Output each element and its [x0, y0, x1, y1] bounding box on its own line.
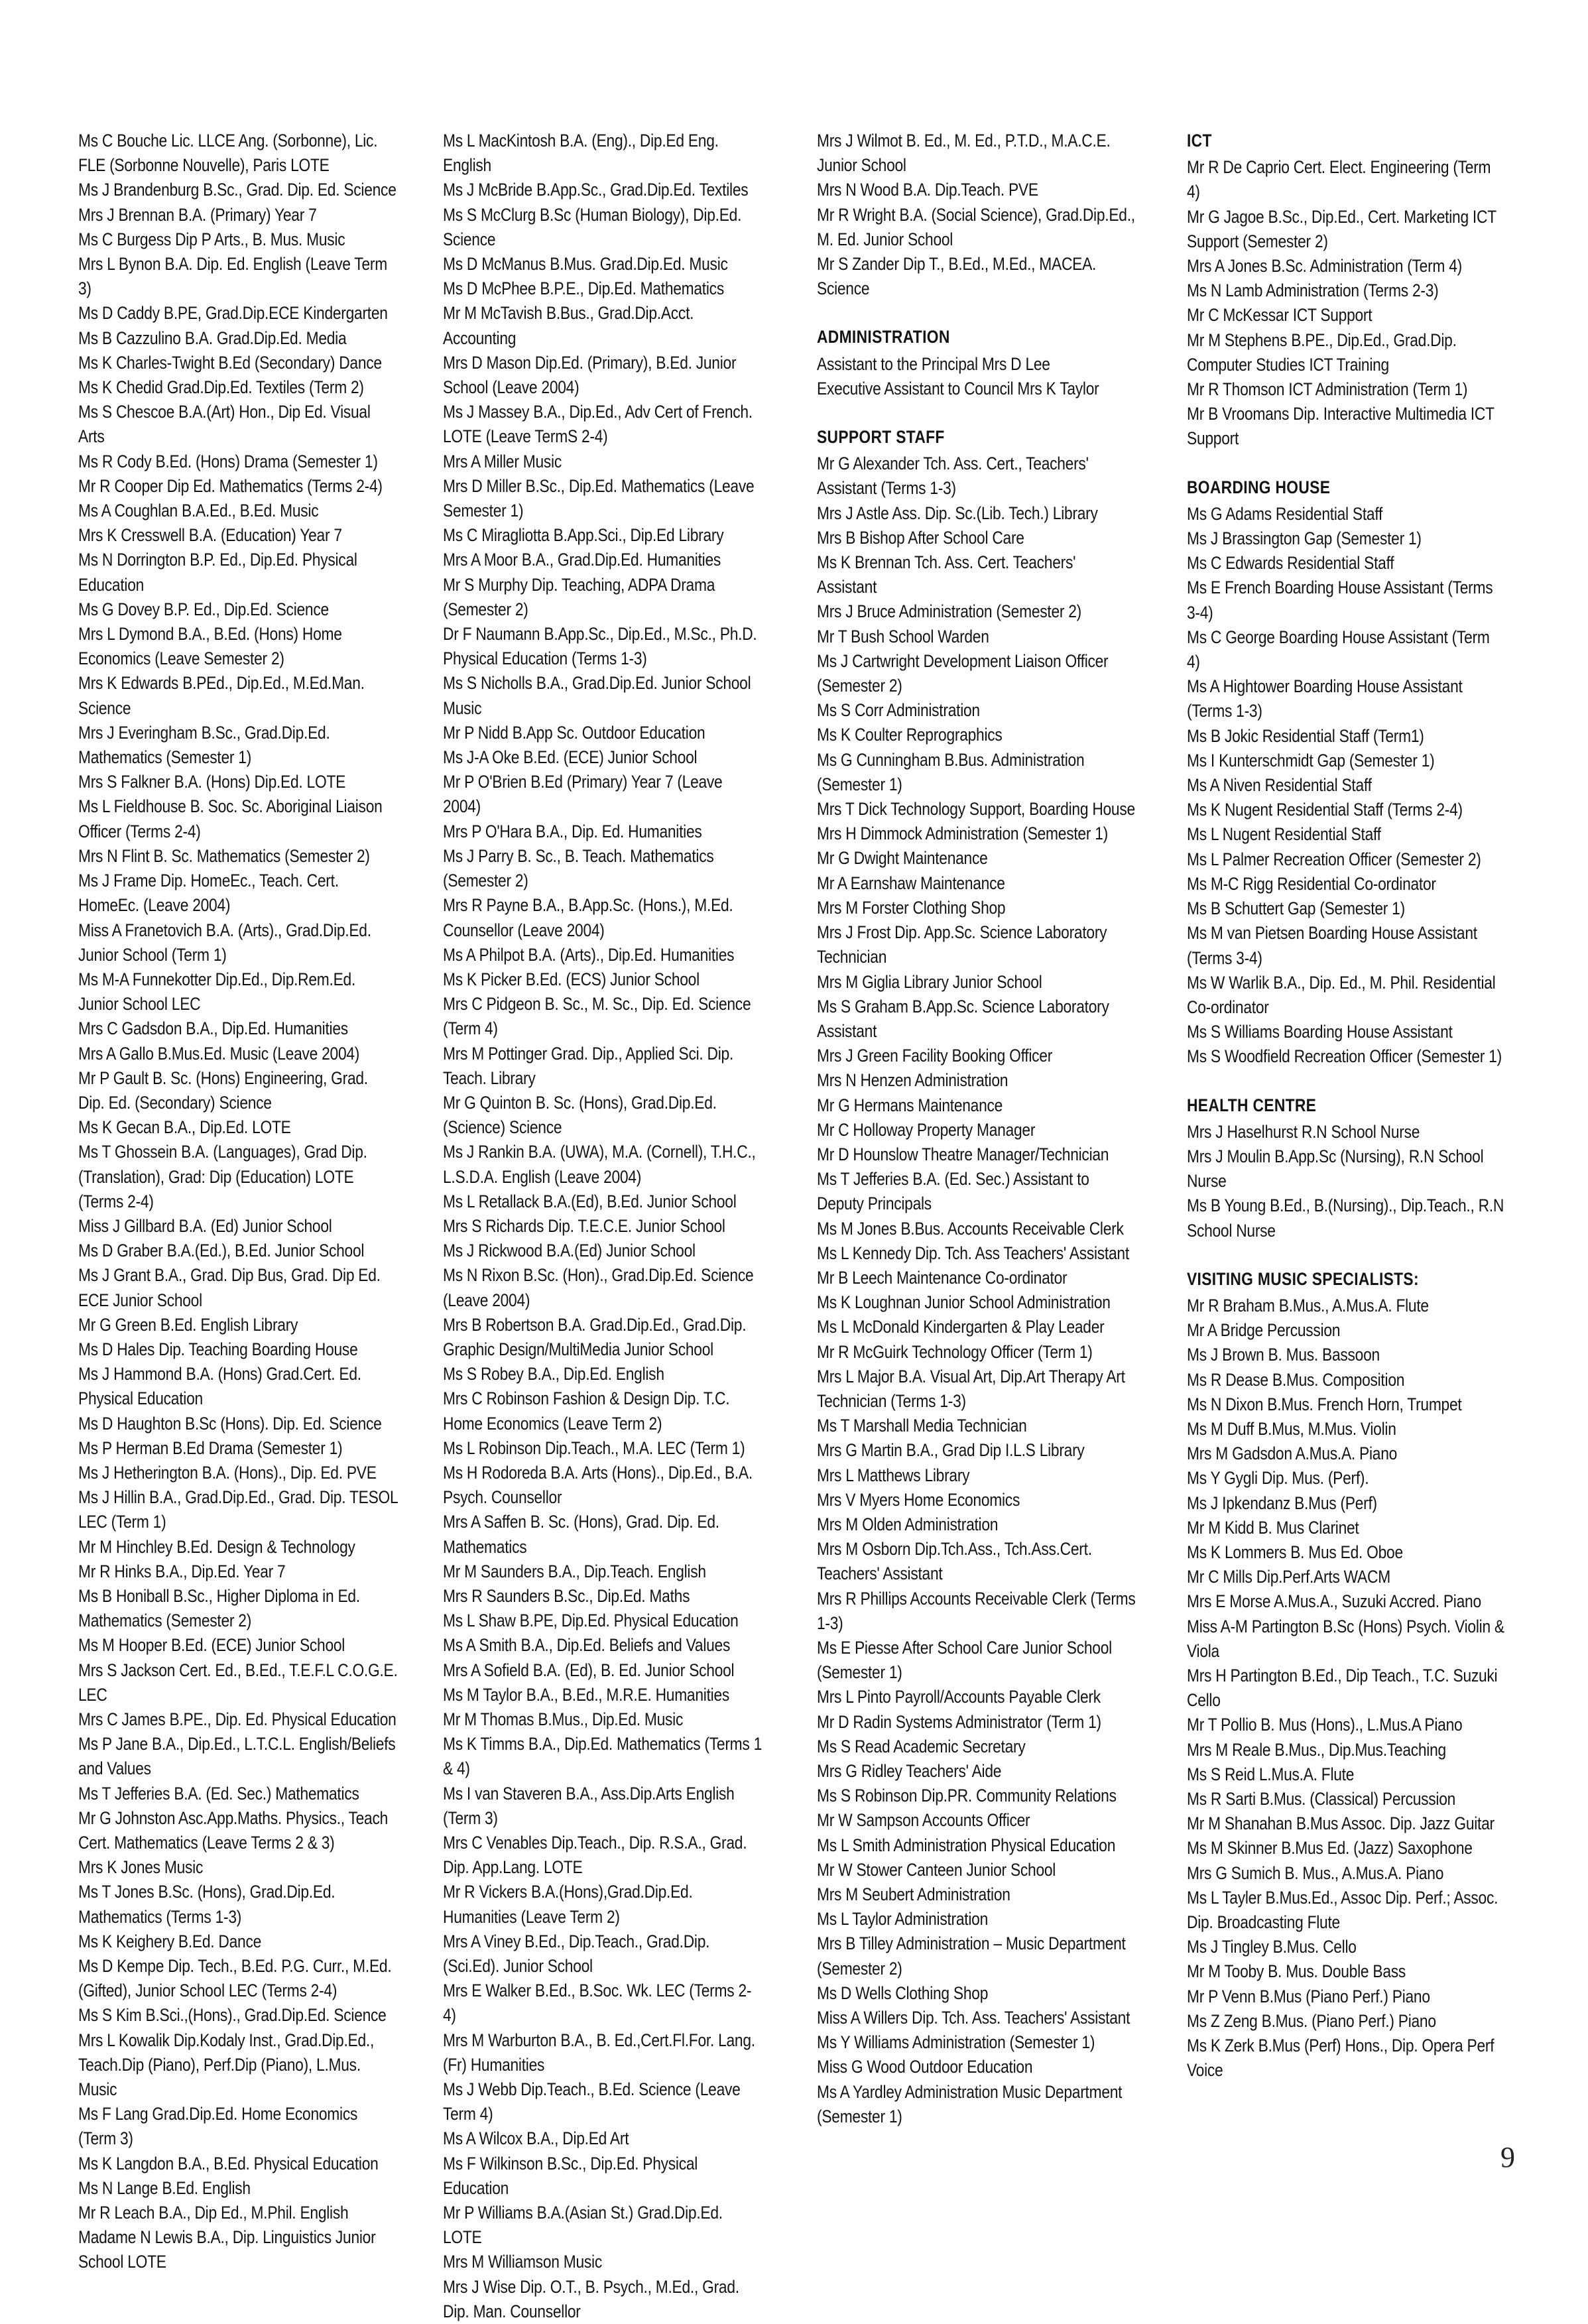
- staff-entry: Mrs S Falkner B.A. (Hons) Dip.Ed. LOTE: [78, 772, 346, 792]
- staff-entry: Ms L Smith Administration Physical Education: [817, 1835, 1116, 1855]
- staff-entry: Mr T Bush School Warden: [817, 626, 989, 646]
- column-2: [443, 129, 763, 2324]
- staff-entry: Mr D Hounslow Theatre Manager/Technician: [817, 1144, 1109, 1164]
- staff-entry: Ms I Kunterschmidt Gap (Semester 1): [1187, 750, 1435, 770]
- staff-entry: Ms J Brandenburg B.Sc., Grad. Dip. Ed. Science: [78, 180, 397, 200]
- staff-entry: Ms L Robinson Dip.Teach., M.A. LEC (Term 1): [443, 1437, 745, 1458]
- staff-entry: Mr R Vickers B.A.(Hons),Grad.Dip.Ed. Humanities (Leave Term 2): [443, 1882, 693, 1927]
- staff-entry: Ms J Hammond B.A. (Hons) Grad.Cert. Ed. Physical Education: [78, 1364, 361, 1409]
- staff-entry: Mr G Green B.Ed. English Library: [78, 1314, 298, 1335]
- staff-entry: Mrs M Reale B.Mus., Dip.Mus.Teaching: [1187, 1739, 1446, 1760]
- staff-entry: Mrs L Dymond B.A., B.Ed. (Hons) Home Economics (Leave Semester 2): [78, 624, 342, 669]
- staff-entry: Mr R Leach B.A., Dip Ed., M.Phil. English: [78, 2203, 349, 2223]
- staff-entry: Mr G Johnston Asc.App.Maths. Physics., Teach Cert. Mathematics (Leave Terms 2 & 3): [78, 1807, 389, 1853]
- staff-entry: Miss A Franetovich B.A. (Arts)., Grad.Dip.Ed. Junior School (Term 1): [78, 920, 371, 965]
- staff-entry: Ms K Timms B.A., Dip.Ed. Mathematics (Terms 1 & 4): [443, 1734, 763, 1779]
- staff-entry: Mrs S Richards Dip. T.E.C.E. Junior School: [443, 1215, 725, 1236]
- staff-entry: Mrs R Saunders B.Sc., Dip.Ed. Maths: [443, 1585, 690, 1606]
- staff-entry: Mr G Dwight Maintenance: [817, 848, 988, 869]
- staff-entry: Mrs E Morse A.Mus.A., Suzuki Accred. Piano: [1187, 1591, 1481, 1612]
- staff-entry: Mr M Kidd B. Mus Clarinet: [1187, 1517, 1359, 1538]
- staff-entry: Ms J Parry B. Sc., B. Teach. Mathematics (Semester 2): [443, 845, 714, 891]
- staff-entry: Mrs J Wilmot B. Ed., M. Ed., P.T.D., M.A.C.E. Junior School: [817, 131, 1111, 176]
- staff-entry: Ms A Coughlan B.A.Ed., B.Ed. Music: [78, 501, 319, 521]
- staff-entry: Ms D Wells Clothing Shop: [817, 1983, 989, 2003]
- staff-entry: Ms L Retallack B.A.(Ed), B.Ed. Junior School: [443, 1191, 737, 1211]
- staff-entry: Ms D McManus B.Mus. Grad.Dip.Ed. Music: [443, 254, 728, 275]
- column-1: [78, 129, 398, 2275]
- staff-entry: Ms D Kempe Dip. Tech., B.Ed. P.G. Curr., M.Ed. (Gifted), Junior School LEC (Terms 2-4): [78, 1956, 392, 2001]
- staff-entry: Ms K Loughnan Junior School Administration: [817, 1292, 1111, 1313]
- staff-entry: Ms P Jane B.A., Dip.Ed., L.T.C.L. English/Beliefs and Values: [78, 1734, 396, 1779]
- staff-entry: Miss G Wood Outdoor Education: [817, 2057, 1033, 2077]
- staff-entry: Ms L Nugent Residential Staff: [1187, 824, 1381, 845]
- staff-entry: Mr M Tooby B. Mus. Double Bass: [1187, 1961, 1406, 1982]
- staff-entry: Ms C Edwards Residential Staff: [1187, 553, 1394, 574]
- staff-entry: Ms T Jefferies B.A. (Ed. Sec.) Assistant to Deputy Principals: [817, 1169, 1089, 1214]
- staff-entry: Mrs C Venables Dip.Teach., Dip. R.S.A., Grad. Dip. App.Lang. LOTE: [443, 1833, 747, 1878]
- staff-entry: Mrs S Jackson Cert. Ed., B.Ed., T.E.F.L C.O.G.E. LEC: [78, 1660, 398, 1705]
- staff-entry: Mrs A Jones B.Sc. Administration (Term 4): [1187, 256, 1462, 276]
- staff-entry: Mr T Pollio B. Mus (Hons)., L.Mus.A Piano: [1187, 1715, 1463, 1735]
- staff-entry: Ms D Caddy B.PE, Grad.Dip.ECE Kindergarten: [78, 303, 388, 324]
- staff-entry: Mr G Hermans Maintenance: [817, 1095, 1003, 1115]
- staff-entry: Ms N Dixon B.Mus. French Horn, Trumpet: [1187, 1394, 1462, 1414]
- staff-entry: Mrs B Tilley Administration – Music Department (Semester 2): [817, 1933, 1126, 1979]
- staff-entry: Mrs B Robertson B.A. Grad.Dip.Ed., Grad.Dip. Graphic Design/MultiMedia Junior School: [443, 1314, 747, 1359]
- staff-entry: Ms A Philpot B.A. (Arts)., Dip.Ed. Humanities: [443, 944, 735, 965]
- staff-entry: Ms M Duff B.Mus, M.Mus. Violin: [1187, 1418, 1396, 1439]
- staff-entry: Mrs J Haselhurst R.N School Nurse: [1187, 1121, 1420, 1142]
- staff-entry: Mr M Hinchley B.Ed. Design & Technology: [78, 1536, 355, 1557]
- staff-entry: Executive Assistant to Council Mrs K Taylor: [817, 378, 1099, 398]
- staff-entry: Mrs M Olden Administration: [817, 1514, 999, 1534]
- staff-entry: Ms D Graber B.A.(Ed.), B.Ed. Junior School: [78, 1241, 365, 1261]
- staff-entry: Mr M Thomas B.Mus., Dip.Ed. Music: [443, 1709, 684, 1729]
- staff-entry: Mrs G Sumich B. Mus., A.Mus.A. Piano: [1187, 1863, 1444, 1883]
- section-heading: HEALTH CENTRE: [1187, 1095, 1317, 1115]
- staff-entry: Mrs M Osborn Dip.Tch.Ass., Tch.Ass.Cert. Teachers' Assistant: [817, 1539, 1092, 1584]
- staff-entry: Mrs T Dick Technology Support, Boarding House: [817, 799, 1135, 820]
- staff-entry: Mrs J Bruce Administration (Semester 2): [817, 601, 1082, 622]
- staff-entry: Ms Y Williams Administration (Semester 1): [817, 2032, 1095, 2053]
- staff-entry: Ms S Robey B.A., Dip.Ed. English: [443, 1364, 664, 1384]
- staff-entry: Ms L Shaw B.PE, Dip.Ed. Physical Education: [443, 1611, 739, 1631]
- staff-entry: Mrs C Robinson Fashion & Design Dip. T.C. Home Economics (Leave Term 2): [443, 1388, 730, 1434]
- staff-entry: Mrs M Pottinger Grad. Dip., Applied Sci. Dip. Teach. Library: [443, 1043, 734, 1088]
- staff-entry: Ms T Marshall Media Technician: [817, 1416, 1027, 1436]
- staff-entry: Mrs G Martin B.A., Grad Dip I.L.S Library: [817, 1440, 1085, 1461]
- staff-entry: Mrs M Forster Clothing Shop: [817, 897, 1006, 918]
- staff-entry: Mr C Holloway Property Manager: [817, 1119, 1036, 1140]
- staff-entry: Mrs M Gadsdon A.Mus.A. Piano: [1187, 1443, 1398, 1464]
- staff-entry: Ms L Taylor Administration: [817, 1909, 989, 1929]
- staff-entry: Mrs L Major B.A. Visual Art, Dip.Art Therapy Art Technician (Terms 1-3): [817, 1366, 1125, 1411]
- staff-entry: Ms S Corr Administration: [817, 700, 980, 721]
- staff-entry: Mr C Mills Dip.Perf.Arts WACM: [1187, 1567, 1390, 1587]
- staff-entry: Mrs A Gallo B.Mus.Ed. Music (Leave 2004): [78, 1043, 360, 1064]
- staff-entry: Ms S Nicholls B.A., Grad.Dip.Ed. Junior School Music: [443, 673, 751, 718]
- staff-entry: Mr R De Caprio Cert. Elect. Engineering (Term 4): [1187, 157, 1491, 202]
- staff-entry: Ms C George Boarding House Assistant (Term 4): [1187, 627, 1490, 672]
- staff-entry: Mr S Zander Dip T., B.Ed., M.Ed., MACEA. Science: [817, 254, 1097, 299]
- staff-entry: Mrs M Warburton B.A., B. Ed.,Cert.Fl.For. Lang.(Fr) Humanities: [443, 2030, 755, 2075]
- staff-entry: Ms S Chescoe B.A.(Art) Hon., Dip Ed. Visual Arts: [78, 402, 371, 447]
- staff-entry: Mrs J Everingham B.Sc., Grad.Dip.Ed. Mathematics (Semester 1): [78, 722, 330, 768]
- staff-entry: Mrs C James B.PE., Dip. Ed. Physical Education: [78, 1709, 397, 1729]
- staff-entry: Ms D McPhee B.P.E., Dip.Ed. Mathematics: [443, 278, 724, 299]
- staff-entry: Mr R McGuirk Technology Officer (Term 1): [817, 1341, 1093, 1362]
- section-heading: ICT: [1187, 131, 1212, 151]
- staff-entry: Ms L Fieldhouse B. Soc. Sc. Aboriginal Liaison Officer (Terms 2-4): [78, 796, 383, 841]
- staff-entry: Mrs L Kowalik Dip.Kodaly Inst., Grad.Dip.Ed., Teach.Dip (Piano), Perf.Dip (Piano), L.Mus. Music: [78, 2030, 375, 2100]
- staff-entry: Mr W Stower Canteen Junior School: [817, 1859, 1056, 1880]
- staff-entry: Ms S Kim B.Sci.,(Hons)., Grad.Dip.Ed. Science: [78, 2005, 387, 2026]
- staff-entry: Ms M-A Funnekotter Dip.Ed., Dip.Rem.Ed. Junior School LEC: [78, 969, 356, 1014]
- staff-entry: Ms S Reid L.Mus.A. Flute: [1187, 1764, 1355, 1784]
- staff-entry: Ms T Jones B.Sc. (Hons), Grad.Dip.Ed. Mathematics (Terms 1-3): [78, 1882, 336, 1927]
- staff-entry: Ms S Graham B.App.Sc. Science Laboratory Assistant: [817, 996, 1109, 1041]
- staff-entry: Ms J Tingley B.Mus. Cello: [1187, 1937, 1357, 1957]
- staff-entry: Ms J Brown B. Mus. Bassoon: [1187, 1345, 1380, 1365]
- staff-entry: Ms J Frame Dip. HomeEc., Teach. Cert. HomeEc. (Leave 2004): [78, 871, 339, 916]
- staff-entry: Ms J Brassington Gap (Semester 1): [1187, 528, 1422, 549]
- staff-entry: Ms A Niven Residential Staff: [1187, 775, 1372, 796]
- staff-entry: Mrs A Saffen B. Sc. (Hons), Grad. Dip. Ed. Mathematics: [443, 1512, 719, 1557]
- staff-entry: Mrs M Williamson Music: [443, 2252, 602, 2272]
- staff-entry: Mrs E Walker B.Ed., B.Soc. Wk. LEC (Terms 2-4): [443, 1981, 752, 2026]
- staff-entry: Mr G Quinton B. Sc. (Hons), Grad.Dip.Ed. (Science) Science: [443, 1092, 717, 1138]
- staff-entry: Ms E French Boarding House Assistant (Terms 3-4): [1187, 578, 1493, 623]
- staff-entry: Ms M Skinner B.Mus Ed. (Jazz) Saxophone: [1187, 1838, 1473, 1859]
- staff-entry: Mrs N Henzen Administration: [817, 1070, 1008, 1091]
- staff-entry: Ms A Wilcox B.A., Dip.Ed Art: [443, 2128, 629, 2149]
- staff-entry: Ms J Ipkendanz B.Mus (Perf): [1187, 1493, 1377, 1513]
- staff-entry: Ms F Lang Grad.Dip.Ed. Home Economics (Term 3): [78, 2104, 358, 2149]
- staff-entry: Ms K Lommers B. Mus Ed. Oboe: [1187, 1542, 1403, 1562]
- staff-entry: Mr P Gault B. Sc. (Hons) Engineering, Grad. Dip. Ed. (Secondary) Science: [78, 1068, 368, 1113]
- staff-entry: Mr S Murphy Dip. Teaching, ADPA Drama (Semester 2): [443, 574, 715, 619]
- staff-entry: Ms S Williams Boarding House Assistant: [1187, 1022, 1453, 1042]
- staff-entry: Ms M Hooper B.Ed. (ECE) Junior School: [78, 1635, 345, 1656]
- staff-entry: Ms Z Zeng B.Mus. (Piano Perf.) Piano: [1187, 2010, 1436, 2031]
- staff-entry: Mr P Nidd B.App Sc. Outdoor Education: [443, 722, 705, 743]
- staff-entry: Miss A Willers Dip. Tch. Ass. Teachers' Assistant: [817, 2008, 1130, 2028]
- staff-entry: Ms R Sarti B.Mus. (Classical) Percussion: [1187, 1789, 1456, 1809]
- staff-entry: Mrs L Pinto Payroll/Accounts Payable Clerk: [817, 1687, 1101, 1707]
- column-4: [1187, 129, 1506, 2083]
- staff-entry: Ms I van Staveren B.A., Ass.Dip.Arts English (Term 3): [443, 1783, 735, 1828]
- staff-entry: Mrs M Giglia Library Junior School: [817, 971, 1042, 992]
- staff-entry: Mr C McKessar ICT Support: [1187, 305, 1373, 326]
- staff-entry: Ms J Rickwood B.A.(Ed) Junior School: [443, 1241, 696, 1261]
- staff-entry: Ms M van Pietsen Boarding House Assistant (Terms 3-4): [1187, 923, 1477, 968]
- staff-entry: Mr A Bridge Percussion: [1187, 1320, 1341, 1341]
- staff-entry: Ms S Woodfield Recreation Officer (Semester 1): [1187, 1046, 1502, 1067]
- staff-entry: Ms L Palmer Recreation Officer (Semester 2): [1187, 849, 1481, 869]
- staff-entry: Mrs A Viney B.Ed., Dip.Teach., Grad.Dip. (Sci.Ed). Junior School: [443, 1931, 710, 1977]
- staff-entry: Ms J McBride B.App.Sc., Grad.Dip.Ed. Textiles: [443, 180, 749, 200]
- staff-entry: Mr R Hinks B.A., Dip.Ed. Year 7: [78, 1561, 286, 1581]
- staff-entry: Ms D Hales Dip. Teaching Boarding House: [78, 1339, 358, 1359]
- staff-entry: Mrs J Astle Ass. Dip. Sc.(Lib. Tech.) Library: [817, 503, 1098, 523]
- staff-entry: Ms N Rixon B.Sc. (Hon)., Grad.Dip.Ed. Science (Leave 2004): [443, 1265, 754, 1310]
- staff-entry: Ms K Picker B.Ed. (ECS) Junior School: [443, 969, 700, 989]
- staff-entry: Ms D Haughton B.Sc (Hons). Dip. Ed. Science: [78, 1413, 382, 1434]
- staff-entry: Ms K Keighery B.Ed. Dance: [78, 1931, 262, 1951]
- staff-entry: Ms J Rankin B.A. (UWA), M.A. (Cornell), T.H.C., L.S.D.A. English (Leave 2004): [443, 1142, 756, 1187]
- staff-entry: Mrs L Bynon B.A. Dip. Ed. English (Leave Term 3): [78, 254, 387, 299]
- staff-entry: Ms J Hillin B.A., Grad.Dip.Ed., Grad. Dip. TESOL LEC (Term 1): [78, 1487, 398, 1532]
- staff-entry: Mr G Alexander Tch. Ass. Cert., Teachers' Assistant (Terms 1-3): [817, 454, 1089, 499]
- staff-entry: Mrs G Ridley Teachers' Aide: [817, 1761, 1002, 1781]
- staff-entry: Ms R Dease B.Mus. Composition: [1187, 1369, 1405, 1390]
- staff-entry: Ms A Yardley Administration Music Department (Semester 1): [817, 2081, 1123, 2126]
- staff-entry: Mrs J Brennan B.A. (Primary) Year 7: [78, 204, 317, 225]
- staff-entry: Mrs N Wood B.A. Dip.Teach. PVE: [817, 180, 1038, 200]
- staff-entry: Mr B Vroomans Dip. Interactive Multimedia ICT Support: [1187, 404, 1495, 449]
- staff-entry: Mrs J Wise Dip. O.T., B. Psych., M.Ed., Grad. Dip. Man. Counsellor: [443, 2276, 739, 2321]
- staff-entry: Mr R Cooper Dip Ed. Mathematics (Terms 2-4): [78, 475, 383, 496]
- staff-entry: Dr F Naumann B.App.Sc., Dip.Ed., M.Sc., Ph.D. Physical Education (Terms 1-3): [443, 624, 757, 669]
- staff-entry: Mrs H Dimmock Administration (Semester 1): [817, 824, 1108, 844]
- section-heading: ADMINISTRATION: [817, 327, 950, 347]
- staff-entry: Ms S McClurg B.Sc (Human Biology), Dip.Ed. Science: [443, 204, 742, 249]
- staff-entry: Mrs D Miller B.Sc., Dip.Ed. Mathematics (Leave Semester 1): [443, 475, 755, 521]
- staff-entry: Ms F Wilkinson B.Sc., Dip.Ed. Physical Education: [443, 2153, 698, 2198]
- staff-entry: Ms K Nugent Residential Staff (Terms 2-4): [1187, 800, 1463, 820]
- staff-entry: Ms L McDonald Kindergarten & Play Leader: [817, 1317, 1105, 1337]
- staff-entry: Ms Y Gygli Dip. Mus. (Perf).: [1187, 1468, 1369, 1489]
- staff-entry: Mrs P O'Hara B.A., Dip. Ed. Humanities: [443, 821, 702, 841]
- staff-entry: Mr D Radin Systems Administrator (Term 1): [817, 1711, 1101, 1732]
- staff-entry: Mrs D Mason Dip.Ed. (Primary), B.Ed. Junior School (Leave 2004): [443, 352, 737, 398]
- staff-entry: Ms A Smith B.A., Dip.Ed. Beliefs and Values: [443, 1635, 731, 1656]
- staff-entry: Ms L Tayler B.Mus.Ed., Assoc Dip. Perf.; Assoc. Dip. Broadcasting Flute: [1187, 1887, 1498, 1933]
- staff-entry: Ms T Ghossein B.A. (Languages), Grad Dip. (Translation), Grad: Dip (Education) LOTE (Terms 2-4): [78, 1142, 367, 1211]
- staff-entry: Ms K Charles-Twight B.Ed (Secondary) Dance: [78, 352, 382, 373]
- staff-entry: Ms N Lange B.Ed. English: [78, 2177, 251, 2198]
- staff-entry: Mrs C Pidgeon B. Sc., M. Sc., Dip. Ed. Science (Term 4): [443, 994, 751, 1039]
- staff-entry: Ms M Taylor B.A., B.Ed., M.R.E. Humanities: [443, 1684, 730, 1705]
- staff-entry: Mrs J Frost Dip. App.Sc. Science Laboratory Technician: [817, 922, 1107, 967]
- section-heading: SUPPORT STAFF: [817, 427, 945, 448]
- staff-entry: Ms J Massey B.A., Dip.Ed., Adv Cert of French. LOTE (Leave TermS 2-4): [443, 402, 753, 447]
- staff-entry: Mr M McTavish B.Bus., Grad.Dip.Acct. Accounting: [443, 303, 694, 348]
- staff-entry: Ms S Read Academic Secretary: [817, 1736, 1026, 1756]
- staff-entry: Ms C Miragliotta B.App.Sci., Dip.Ed Library: [443, 525, 724, 546]
- staff-entry: Mrs J Green Facility Booking Officer: [817, 1046, 1053, 1066]
- staff-entry: Ms R Cody B.Ed. (Hons) Drama (Semester 1): [78, 451, 378, 471]
- staff-entry: Ms M Jones B.Bus. Accounts Receivable Clerk: [817, 1218, 1124, 1239]
- staff-entry: Ms G Adams Residential Staff: [1187, 503, 1383, 524]
- staff-entry: Madame N Lewis B.A., Dip. Linguistics Junior School LOTE: [78, 2227, 376, 2272]
- staff-entry: Miss J Gillbard B.A. (Ed) Junior School: [78, 1215, 332, 1236]
- staff-entry: Ms G Cunningham B.Bus. Administration (Semester 1): [817, 749, 1085, 794]
- staff-entry: Ms J Cartwright Development Liaison Officer (Semester 2): [817, 650, 1109, 696]
- staff-entry: Ms S Robinson Dip.PR. Community Relations: [817, 1786, 1117, 1806]
- staff-entry: Ms K Brennan Tch. Ass. Cert. Teachers' Assistant: [817, 552, 1076, 597]
- staff-entry: Ms B Young B.Ed., B.(Nursing)., Dip.Teach., R.N School Nurse: [1187, 1195, 1504, 1241]
- section-heading: BOARDING HOUSE: [1187, 477, 1331, 497]
- staff-entry: Mrs L Matthews Library: [817, 1465, 970, 1485]
- staff-entry: Mr A Earnshaw Maintenance: [817, 873, 1005, 893]
- staff-entry: Ms B Cazzulino B.A. Grad.Dip.Ed. Media: [78, 328, 347, 348]
- section-heading: VISITING MUSIC SPECIALISTS:: [1187, 1268, 1419, 1289]
- staff-entry: Mr M Saunders B.A., Dip.Teach. English: [443, 1561, 706, 1581]
- staff-entry: Ms J Webb Dip.Teach., B.Ed. Science (Leave Term 4): [443, 2079, 741, 2124]
- staff-entry: Mrs K Jones Music: [78, 1857, 204, 1878]
- staff-entry: Ms K Chedid Grad.Dip.Ed. Textiles (Term 2): [78, 377, 364, 398]
- staff-entry: Mr P Williams B.A.(Asian St.) Grad.Dip.Ed. LOTE: [443, 2203, 723, 2248]
- staff-entry: Mrs K Edwards B.PEd., Dip.Ed., M.Ed.Man. Science: [78, 673, 365, 718]
- staff-entry: Ms K Langdon B.A., B.Ed. Physical Education: [78, 2153, 379, 2173]
- staff-entry: Mrs R Payne B.A., B.App.Sc. (Hons.), M.Ed. Counsellor (Leave 2004): [443, 895, 733, 940]
- staff-entry: Mrs A Sofield B.A. (Ed), B. Ed. Junior School: [443, 1660, 735, 1680]
- staff-entry: Mrs M Seubert Administration: [817, 1884, 1010, 1905]
- staff-entry: Mrs N Flint B. Sc. Mathematics (Semester 2): [78, 845, 370, 866]
- staff-entry: Ms K Gecan B.A., Dip.Ed. LOTE: [78, 1117, 291, 1138]
- staff-entry: Mrs A Moor B.A., Grad.Dip.Ed. Humanities: [443, 550, 721, 570]
- column-3: [817, 129, 1137, 2129]
- staff-entry: Ms N Dorrington B.P. Ed., Dip.Ed. Physical Education: [78, 550, 357, 595]
- staff-entry: Mrs A Miller Music: [443, 451, 562, 471]
- staff-entry: Mrs K Cresswell B.A. (Education) Year 7: [78, 525, 342, 546]
- staff-entry: Ms L Kennedy Dip. Tch. Ass Teachers' Assistant: [817, 1243, 1129, 1263]
- staff-entry: Mr P Venn B.Mus (Piano Perf.) Piano: [1187, 1986, 1430, 2006]
- staff-entry: Mrs R Phillips Accounts Receivable Clerk (Terms 1-3): [817, 1588, 1136, 1633]
- staff-entry: Mr R Thomson ICT Administration (Term 1): [1187, 379, 1468, 400]
- staff-entry: Ms E Piesse After School Care Junior School (Semester 1): [817, 1637, 1112, 1683]
- staff-entry: Mr M Shanahan B.Mus Assoc. Dip. Jazz Guitar: [1187, 1813, 1495, 1834]
- staff-entry: Ms L MacKintosh B.A. (Eng)., Dip.Ed Eng. English: [443, 131, 719, 176]
- staff-entry: Ms C Burgess Dip P Arts., B. Mus. Music: [78, 229, 345, 249]
- staff-entry: Mrs V Myers Home Economics: [817, 1489, 1020, 1510]
- staff-entry: Mrs H Partington B.Ed., Dip Teach., T.C. Suzuki Cello: [1187, 1665, 1498, 1711]
- staff-entry: Ms J-A Oke B.Ed. (ECE) Junior School: [443, 747, 698, 768]
- staff-entry: Ms T Jefferies B.A. (Ed. Sec.) Mathematics: [78, 1783, 359, 1804]
- staff-entry: Ms N Lamb Administration (Terms 2-3): [1187, 280, 1439, 301]
- staff-entry: Ms P Herman B.Ed Drama (Semester 1): [78, 1437, 343, 1458]
- staff-entry: Ms K Coulter Reprographics: [817, 725, 1003, 745]
- staff-entry: Ms B Schuttert Gap (Semester 1): [1187, 898, 1405, 919]
- staff-entry: Mr W Sampson Accounts Officer: [817, 1810, 1030, 1831]
- staff-entry: Ms H Rodoreda B.A. Arts (Hons)., Dip.Ed., B.A. Psych. Counsellor: [443, 1462, 753, 1508]
- staff-entry: Mrs B Bishop After School Care: [817, 527, 1024, 548]
- staff-entry: Mr M Stephens B.PE., Dip.Ed., Grad.Dip. Computer Studies ICT Training: [1187, 330, 1457, 375]
- staff-entry: Ms J Grant B.A., Grad. Dip Bus, Grad. Dip Ed. ECE Junior School: [78, 1265, 381, 1310]
- staff-entry: Ms A Hightower Boarding House Assistant (Terms 1-3): [1187, 676, 1463, 721]
- staff-entry: Mr B Leech Maintenance Co-ordinator: [817, 1267, 1068, 1288]
- staff-entry: Assistant to the Principal Mrs D Lee: [817, 353, 1050, 374]
- staff-entry: Ms K Zerk B.Mus (Perf) Hons., Dip. Opera Perf Voice: [1187, 2036, 1495, 2081]
- staff-entry: Ms G Dovey B.P. Ed., Dip.Ed. Science: [78, 599, 329, 619]
- staff-entry: Ms W Warlik B.A., Dip. Ed., M. Phil. Residential Co-ordinator: [1187, 972, 1496, 1017]
- staff-entry: Ms C Bouche Lic. LLCE Ang. (Sorbonne), Lic. FLE (Sorbonne Nouvelle), Paris LOTE: [78, 131, 378, 176]
- staff-entry: Ms B Jokic Residential Staff (Term1): [1187, 725, 1424, 746]
- staff-entry: Ms M-C Rigg Residential Co-ordinator: [1187, 873, 1436, 894]
- staff-entry: Miss A-M Partington B.Sc (Hons) Psych. Violin & Viola: [1187, 1616, 1504, 1661]
- page-number: 9: [1500, 2141, 1515, 2173]
- staff-entry: Mrs C Gadsdon B.A., Dip.Ed. Humanities: [78, 1018, 348, 1039]
- staff-entry: Mr R Wright B.A. (Social Science), Grad.Dip.Ed., M. Ed. Junior School: [817, 204, 1135, 249]
- staff-entry: Mr G Jagoe B.Sc., Dip.Ed., Cert. Marketing ICT Support (Semester 2): [1187, 206, 1496, 251]
- staff-entry: Mrs J Moulin B.App.Sc (Nursing), R.N School Nurse: [1187, 1146, 1484, 1192]
- staff-entry: Mr R Braham B.Mus., A.Mus.A. Flute: [1187, 1295, 1429, 1315]
- staff-entry: Ms J Hetherington B.A. (Hons)., Dip. Ed. PVE: [78, 1462, 377, 1483]
- staff-entry: Ms B Honiball B.Sc., Higher Diploma in Ed. Mathematics (Semester 2): [78, 1585, 360, 1631]
- staff-entry: Mr P O'Brien B.Ed (Primary) Year 7 (Leave 2004): [443, 772, 723, 817]
